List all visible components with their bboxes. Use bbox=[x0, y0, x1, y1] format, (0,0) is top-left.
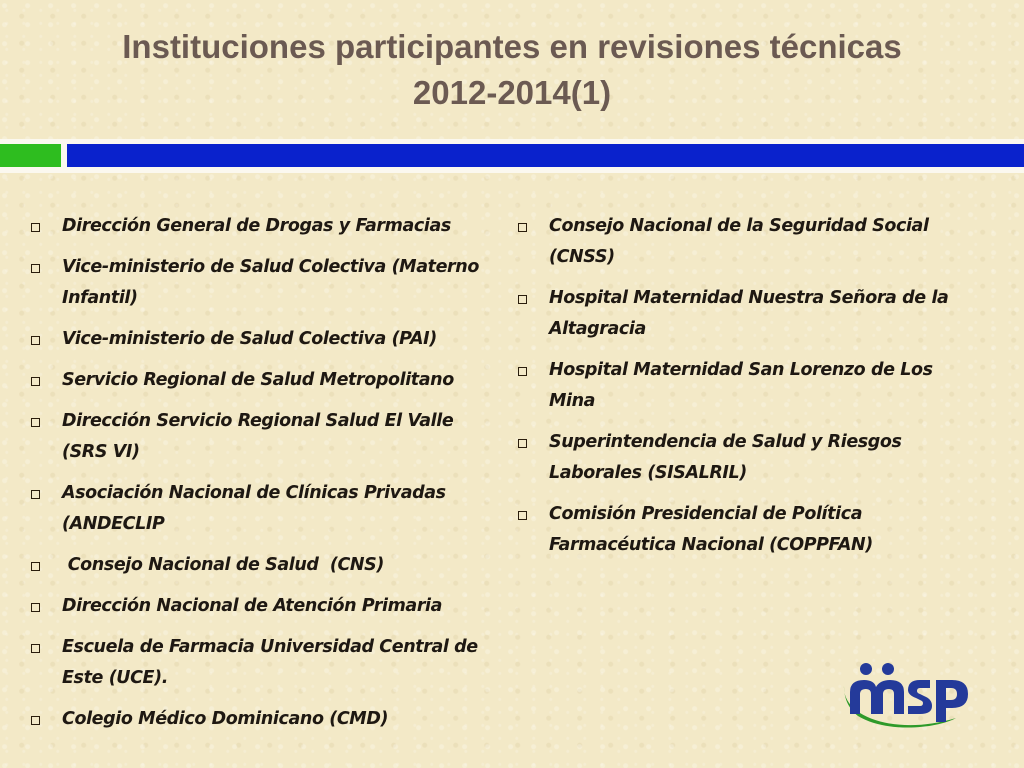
list-item-text: Consejo Nacional de la Seguridad Social (CNSS) bbox=[549, 216, 929, 267]
logo-m bbox=[850, 680, 904, 714]
list-item bbox=[30, 211, 500, 242]
square-bullet-icon bbox=[31, 490, 40, 499]
list-item-text: Hospital Maternidad Nuestra Señora de la Altagracia bbox=[549, 288, 949, 339]
list-item-text: Dirección Servicio Regional Salud El Valle (SRS VI) bbox=[62, 411, 454, 462]
title-divider-blue bbox=[67, 144, 1024, 167]
institution-list-left bbox=[30, 211, 500, 745]
square-bullet-icon bbox=[31, 716, 40, 725]
list-item bbox=[30, 550, 500, 581]
list-item bbox=[517, 355, 977, 417]
list-item-text: Consejo Nacional de Salud (CNS) bbox=[62, 555, 384, 575]
logo-s bbox=[908, 680, 932, 714]
square-bullet-icon bbox=[31, 603, 40, 612]
square-bullet-icon bbox=[518, 295, 527, 304]
list-item-text: Servicio Regional de Salud Metropolitano bbox=[62, 370, 454, 390]
square-bullet-icon bbox=[31, 223, 40, 232]
list-item bbox=[517, 499, 977, 561]
square-bullet-icon bbox=[31, 562, 40, 571]
list-item bbox=[517, 283, 977, 345]
square-bullet-icon bbox=[31, 418, 40, 427]
square-bullet-icon bbox=[31, 644, 40, 653]
msp-logo-icon bbox=[838, 656, 972, 732]
list-item-text: Escuela de Farmacia Universidad Central de Este (UCE). bbox=[62, 637, 478, 688]
square-bullet-icon bbox=[518, 223, 527, 232]
square-bullet-icon bbox=[518, 511, 527, 520]
title-line-2: 2012-2014(1) bbox=[412, 74, 612, 111]
list-item bbox=[517, 211, 977, 273]
square-bullet-icon bbox=[518, 439, 527, 448]
list-item-text: Vice-ministerio de Salud Colectiva (PAI) bbox=[62, 329, 437, 349]
list-item bbox=[30, 478, 500, 540]
title-divider-green bbox=[0, 144, 61, 167]
list-item-text: Hospital Maternidad San Lorenzo de Los Mina bbox=[549, 360, 933, 411]
list-item bbox=[30, 324, 500, 355]
square-bullet-icon bbox=[31, 264, 40, 273]
list-item-text: Colegio Médico Dominicano (CMD) bbox=[62, 709, 389, 729]
slide-title bbox=[40, 24, 984, 116]
list-item-text: Dirección Nacional de Atención Primaria bbox=[62, 596, 443, 616]
list-item-text: Superintendencia de Salud y Riesgos Laborales (SISALRIL) bbox=[549, 432, 902, 483]
logo-dot-2 bbox=[882, 663, 894, 675]
list-item bbox=[30, 704, 500, 735]
title-line-1: Instituciones participantes en revisiones técnicas bbox=[122, 28, 902, 65]
list-item-text: Dirección General de Drogas y Farmacias bbox=[62, 216, 451, 236]
list-item bbox=[30, 591, 500, 622]
square-bullet-icon bbox=[31, 377, 40, 386]
logo-p bbox=[936, 680, 968, 722]
list-item-text: Asociación Nacional de Clínicas Privadas (ANDECLIP bbox=[62, 483, 446, 534]
list-item bbox=[30, 365, 500, 396]
square-bullet-icon bbox=[518, 367, 527, 376]
institution-list-right bbox=[517, 211, 977, 571]
square-bullet-icon bbox=[31, 336, 40, 345]
list-item-text: Comisión Presidencial de Política Farmacéutica Nacional (COPPFAN) bbox=[549, 504, 873, 555]
list-item bbox=[30, 406, 500, 468]
list-item bbox=[30, 252, 500, 314]
list-item-text: Vice-ministerio de Salud Colectiva (Materno Infantil) bbox=[62, 257, 479, 308]
list-item bbox=[30, 632, 500, 694]
logo-text: msp bbox=[905, 730, 908, 731]
list-item bbox=[517, 427, 977, 489]
logo-dot-1 bbox=[860, 663, 872, 675]
